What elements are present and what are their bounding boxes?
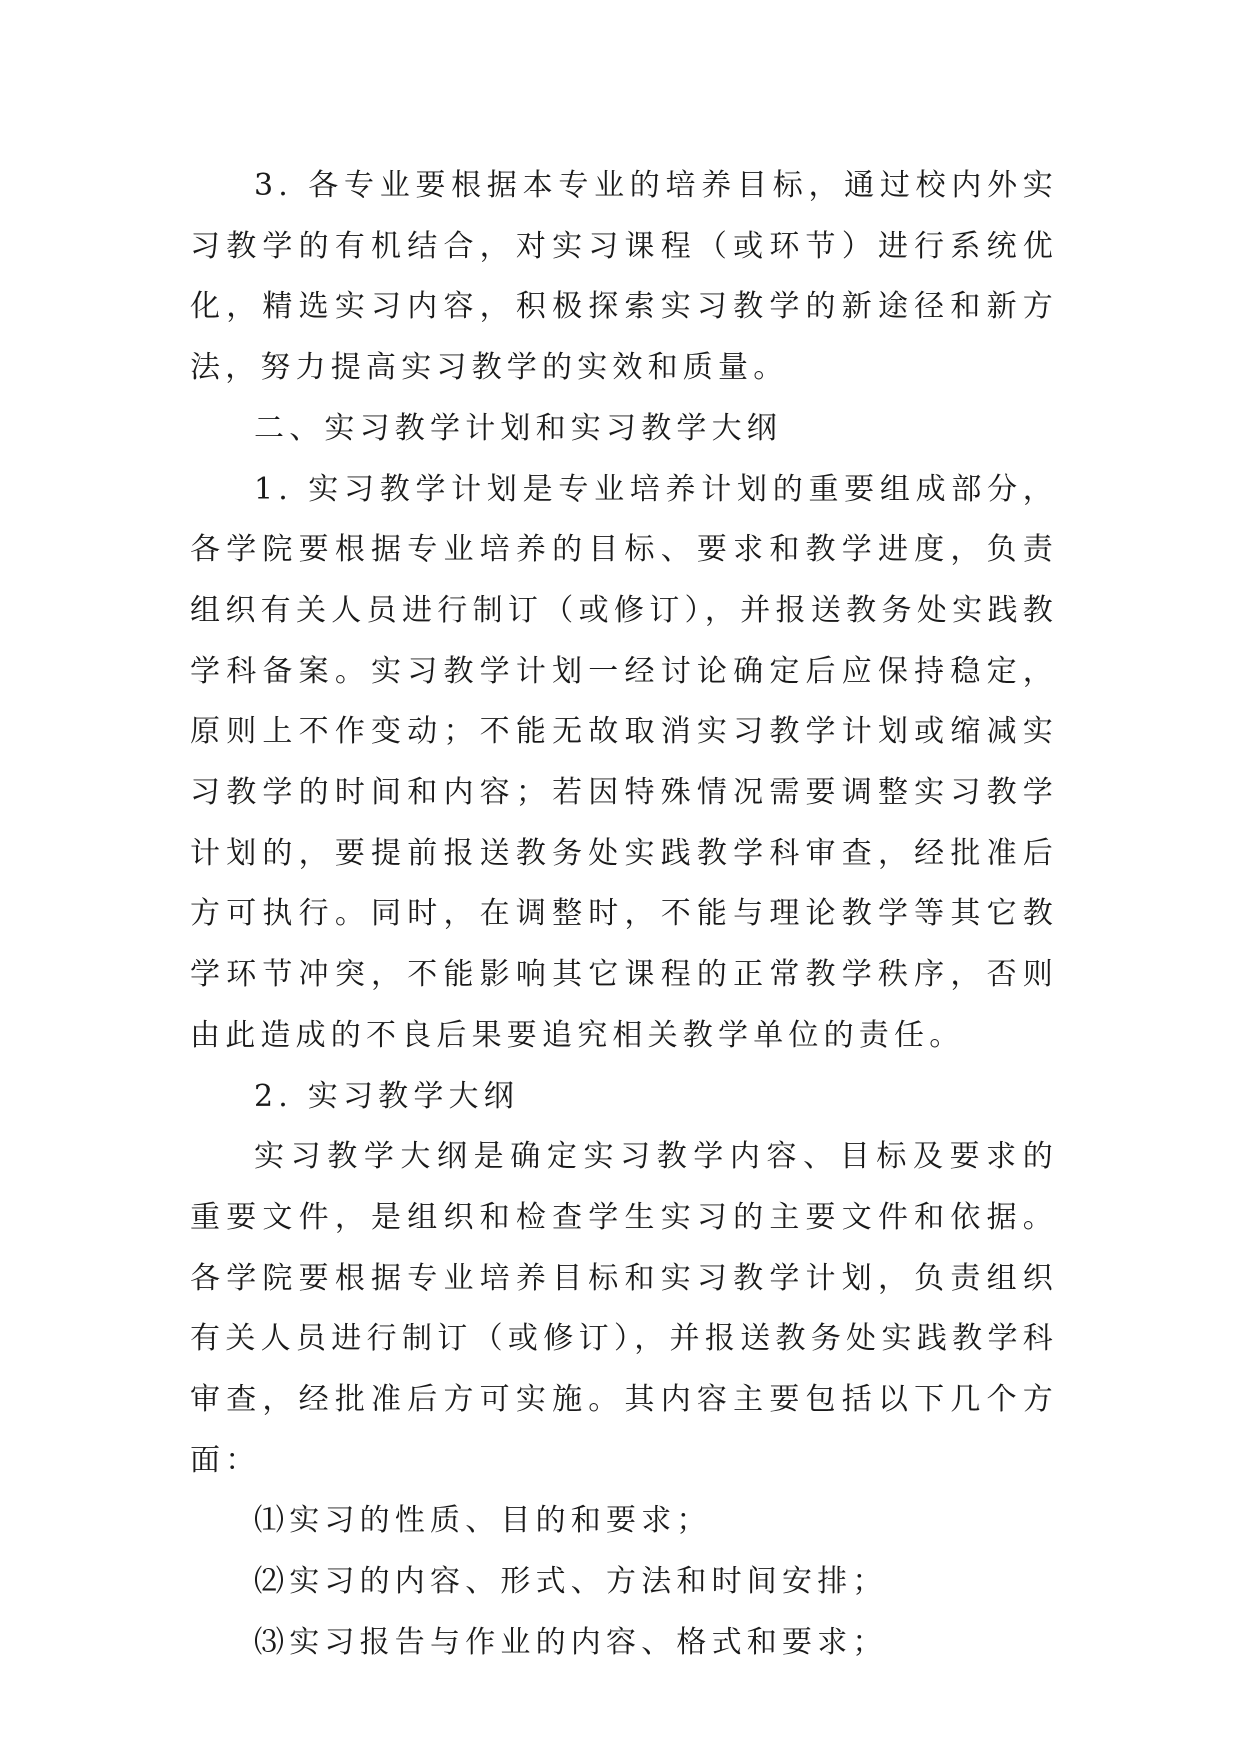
list-item-1-nature-purpose: ⑴实习的性质、目的和要求； [254, 1503, 712, 1539]
list-item-2-content-schedule: ⑵实习的内容、形式、方法和时间安排； [254, 1564, 888, 1600]
paragraph-item-3-optimization: 3. 各专业要根据本专业的培养目标，通过校内外实习教学的有机结合，对实习课程（或环节）进行系统优化，精选实习内容，积极探索实习教学的新途径和新方法，努力提高实习教学的实效和质量。 [190, 168, 1058, 386]
subheading-item-2-syllabus: 2. 实习教学大纲 [254, 1078, 519, 1114]
paragraph-syllabus-definition: 实习教学大纲是确定实习教学内容、目标及要求的重要文件，是组织和检查学生实习的主要文件和依据。各学院要根据专业培养目标和实习教学计划，负责组织有关人员进行制订（或修订），并报送教务处实践教学科审查，经批准后方可实施。其内容主要包括以下几个方面： [190, 1139, 1058, 1478]
section-heading-plan-and-syllabus: 二、实习教学计划和实习教学大纲 [254, 410, 782, 446]
document-body [190, 156, 1058, 1674]
paragraph-item-1-teaching-plan: 1. 实习教学计划是专业培养计划的重要组成部分，各学院要根据专业培养的目标、要求和教学进度，负责组织有关人员进行制订（或修订），并报送教务处实践教学科备案。实习教学计划一经讨论确定后应保持稳定，原则上不作变动；不能无故取消实习教学计划或缩减实习教学的时间和内容；若因特殊情况需要调整实习教学计划的，要提前报送教务处实践教学科审查，经批准后方可执行。同时，在调整时，不能与理论教学等其它教学环节冲突，不能影响其它课程的正常教学秩序，否则由此造成的不良后果要追究相关教学单位的责任。 [190, 471, 1058, 1053]
list-item-3-report-format: ⑶实习报告与作业的内容、格式和要求； [254, 1624, 888, 1660]
